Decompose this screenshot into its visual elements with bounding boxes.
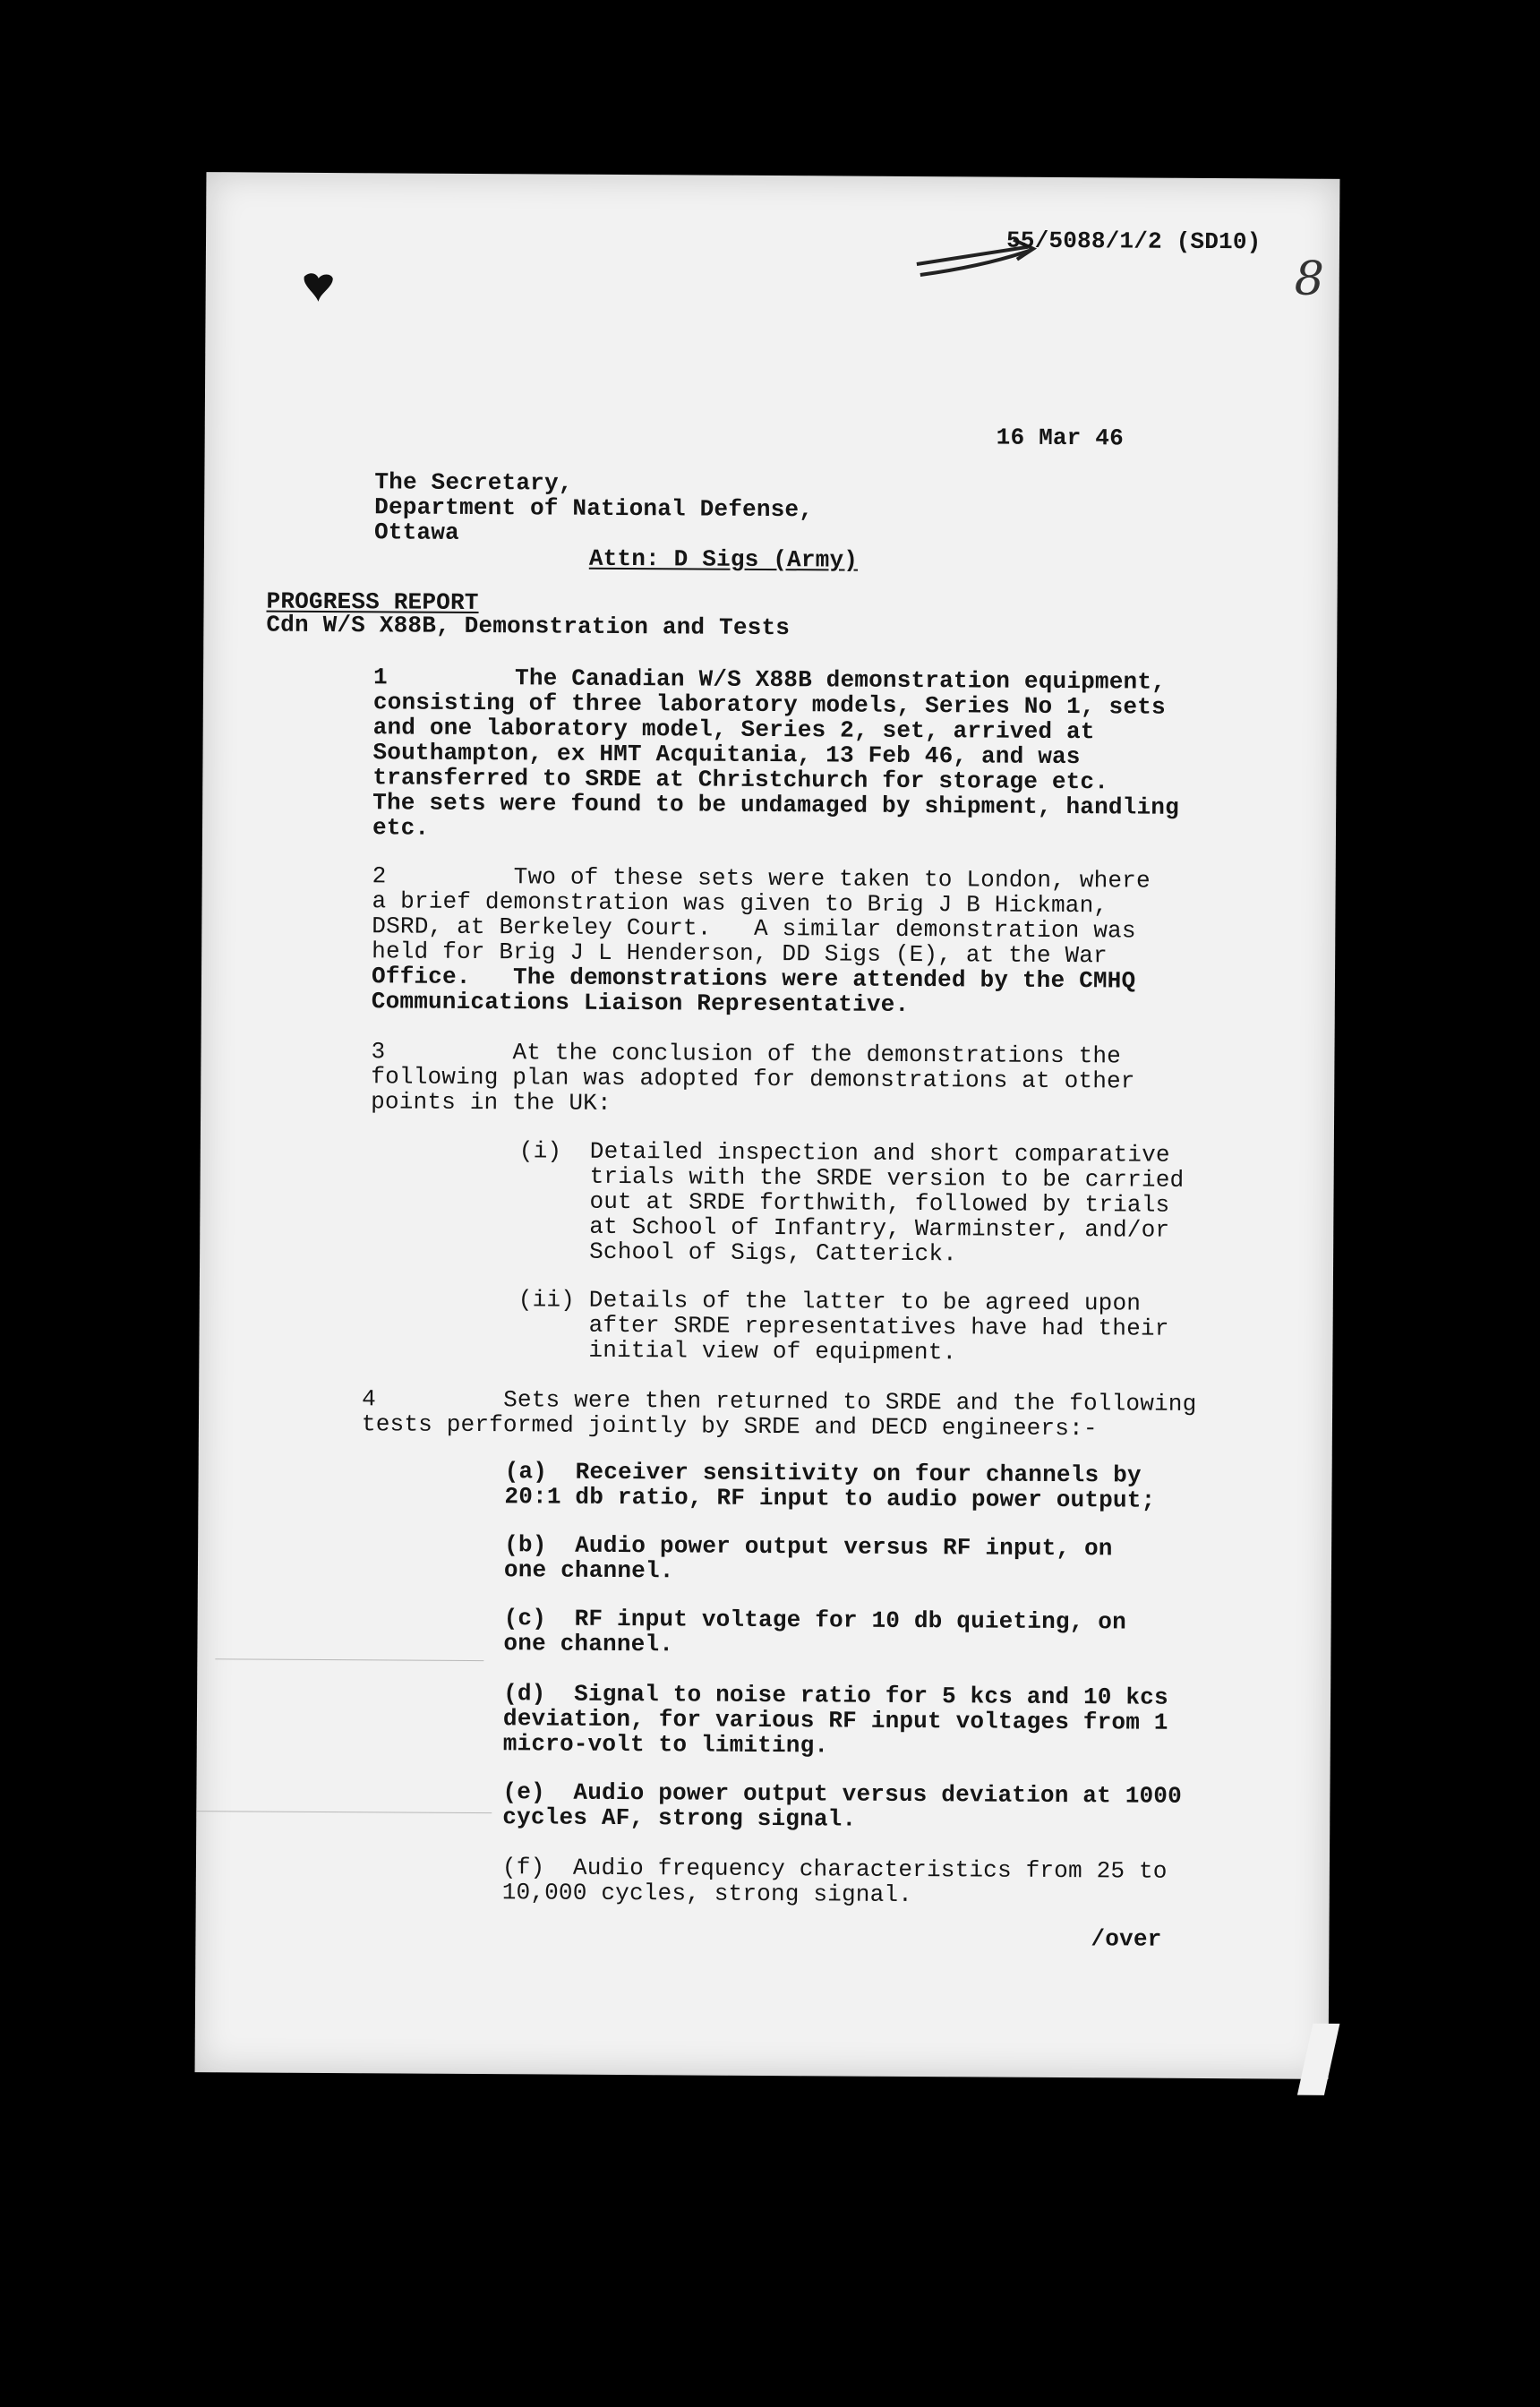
text-line: 4 Sets were then returned to SRDE and the following <box>362 1385 1197 1418</box>
list-item-line: micro-volt to limiting. <box>502 1730 829 1760</box>
addressee-line: Department of National Defense, <box>374 493 814 524</box>
list-item-line: one channel. <box>503 1630 674 1658</box>
list-item-line: (b) Audio power output versus RF input, on <box>504 1531 1113 1563</box>
text-line: etc. <box>372 814 430 842</box>
divider <box>215 1658 483 1661</box>
list-item-line: out at SRDE forthwith, followed by trials <box>518 1187 1170 1219</box>
file-reference: 55/5088/1/2 (SD10) <box>1005 227 1262 256</box>
text-line: 2 Two of these sets were taken to London, where <box>372 862 1151 895</box>
list-item-line: (ii) Details of the latter to be agreed upon <box>518 1286 1142 1317</box>
list-item-line: at School of Infantry, Warminster, and/or <box>518 1212 1170 1244</box>
list-item-line: 20:1 db ratio, RF input to audio power output; <box>504 1483 1156 1514</box>
text-line: The sets were found to be undamaged by shipment, handling <box>372 789 1180 821</box>
subject-title: PROGRESS REPORT <box>266 587 479 617</box>
text-line: points in the UK: <box>371 1088 612 1117</box>
text-line: consisting of three laboratory models, Series No 1, sets <box>372 689 1166 721</box>
text-line: 1 The Canadian W/S X88B demonstration equipment, <box>372 664 1167 696</box>
text-line: Communications Liaison Representative. <box>371 988 910 1018</box>
text-line: Office. The demonstrations were attended by the CMHQ <box>371 963 1136 995</box>
list-item-line: (d) Signal to noise ratio for 5 kcs and 10 kcs <box>503 1680 1168 1711</box>
continuation-note: /over <box>1091 1925 1162 1953</box>
list-item-line: trials with the SRDE version to be carried <box>518 1162 1185 1194</box>
list-item-line: (i) Detailed inspection and short comparative <box>518 1137 1170 1169</box>
list-item-line: (e) Audio power output versus deviation at 1000 <box>502 1778 1183 1810</box>
addressee-line: The Secretary, <box>374 468 573 497</box>
list-item-line: (c) RF input voltage for 10 db quieting, on <box>503 1605 1127 1636</box>
text-line: DSRD, at Berkeley Court. A similar demonstration was <box>372 912 1136 945</box>
text-line: held for Brig J L Henderson, DD Sigs (E), at the War <box>372 938 1108 970</box>
folio-number: 8 <box>1294 252 1325 306</box>
addressee-line: Ottawa <box>373 518 459 546</box>
list-item-line: (a) Receiver sensitivity on four channels by <box>504 1458 1142 1489</box>
subject-line: Cdn W/S X88B, Demonstration and Tests <box>266 611 791 642</box>
list-item-line: cycles AF, strong signal. <box>502 1803 857 1833</box>
text-line: and one laboratory model, Series 2, set, arrived at <box>372 714 1095 746</box>
punch-mark-icon <box>303 271 335 302</box>
text-line: transferred to SRDE at Christchurch for storage etc. <box>372 764 1109 796</box>
list-item-line: (f) Audio frequency characteristics from 25 to <box>501 1854 1168 1885</box>
list-item-line: after SRDE representatives have had their <box>518 1311 1169 1342</box>
text-line: a brief demonstration was given to Brig J B Hickman, <box>372 887 1108 920</box>
list-item-line: deviation, for various RF input voltages from 1 <box>502 1705 1168 1736</box>
list-item-line: School of Sigs, Catterick. <box>518 1238 958 1268</box>
divider <box>196 1811 492 1813</box>
text-line: Southampton, ex HMT Acquitania, 13 Feb 46, and was <box>372 739 1081 771</box>
document-page <box>195 172 1340 2079</box>
list-item-line: initial view of equipment. <box>518 1336 957 1366</box>
text-line: following plan was adopted for demonstrations at other <box>371 1063 1135 1095</box>
text-line: 3 At the conclusion of the demonstrations the <box>371 1038 1122 1070</box>
text-line: tests performed jointly by SRDE and DECD engineers:- <box>361 1410 1098 1443</box>
list-item-line: one channel. <box>503 1556 674 1585</box>
attention-line: Attn: D Sigs (Army) <box>588 544 859 574</box>
letter-date: 16 Mar 46 <box>996 424 1125 452</box>
list-item-line: 10,000 cycles, strong signal. <box>501 1879 913 1909</box>
